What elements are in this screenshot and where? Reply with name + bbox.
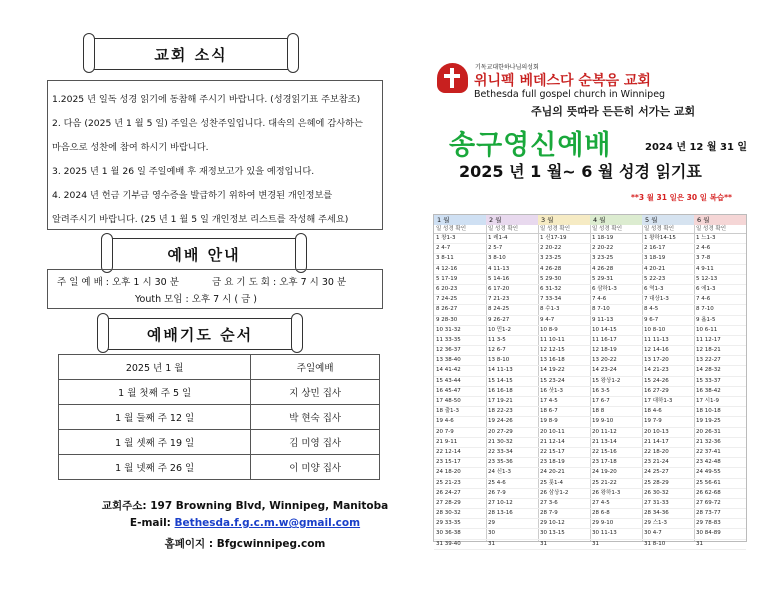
reading-day-row: 12 6-7 [486,346,538,356]
reading-day-row: 1 레1-4 [486,234,538,244]
service-title-banner [108,238,300,270]
reading-day-row: 11 33-35 [434,336,486,346]
reading-day-row: 11 11-13 [642,336,694,346]
prayer-header-service: 주일예배 [251,355,380,380]
reading-day-row: 10 31-32 [434,326,486,336]
prayer-header-date: 2025 년 1 월 [59,355,251,380]
reading-day-row: 8 7-10 [590,305,642,315]
reading-day-row: 15 24-26 [642,377,694,387]
reading-day-row: 3 23-25 [590,254,642,264]
reading-day-row: 1 창1-3 [434,234,486,244]
reading-day-row: 22 15-16 [590,448,642,458]
service-sunday: 주 일 예 배 : 오후 1 시 30 분 [57,277,179,288]
reading-day-row: 26 왕하1-3 [590,489,642,499]
reading-day-row: 24 19-20 [590,468,642,478]
reading-month-label: 3 월 [538,215,590,225]
reading-day-row: 6 삼하1-3 [590,285,642,295]
reading-day-row: 5 22-23 [642,275,694,285]
reading-day-row: 23 35-36 [486,458,538,468]
reading-day-row: 26 24-27 [434,489,486,499]
reading-sub-header: 일 성경 확인 [434,225,486,234]
reading-day-row: 4 12-16 [434,265,486,275]
reading-day-row: 27 4-5 [590,499,642,509]
prayer-title: 예배기도 순서 [146,325,254,344]
reading-day-row: 14 41-42 [434,366,486,376]
reading-month-column [694,215,746,547]
reading-day-row: 31 39-40 [434,540,486,550]
reading-day-row: 16 삿1-3 [538,387,590,397]
news-line-6: 알려주시기 바랍니다. (25 년 1 월 5 일 개인정보 리스트를 작성해 주세요) [52,214,349,225]
news-line-3: 마음으로 성찬에 참여 하시기 바랍니다. [52,142,209,153]
reading-day-row: 14 28-32 [694,366,746,376]
reading-day-row: 27 31-33 [642,499,694,509]
reading-day-row: 1 신17-19 [538,234,590,244]
reading-day-row: 7 24-25 [434,295,486,305]
reading-day-row: 2 4-6 [694,244,746,254]
reading-day-row: 5 29-31 [590,275,642,285]
reading-day-row: 6 20-23 [434,285,486,295]
reading-day-row: 10 14-15 [590,326,642,336]
reading-day-row: 9 26-27 [486,316,538,326]
reading-note: **3 월 31 일은 30 일 복습** [631,193,732,202]
reading-day-row: 25 28-29 [642,479,694,489]
reading-month-column [538,215,591,547]
table-row [59,380,380,405]
reading-day-row: 6 31-32 [538,285,590,295]
reading-day-row: 21 14-17 [642,438,694,448]
reading-day-row: 15 33-37 [694,377,746,387]
reading-day-row: 27 69-72 [694,499,746,509]
reading-day-row: 5 12-13 [694,275,746,285]
email-line [80,517,410,529]
reading-day-row: 14 19-22 [538,366,590,376]
prayer-date: 1 월 첫째 주 5 일 [59,380,251,405]
reading-day-row: 11 10-11 [538,336,590,346]
reading-day-row: 22 12-14 [434,448,486,458]
reading-day-row: 4 26-28 [538,265,590,275]
reading-day-row: 28 6-8 [590,509,642,519]
reading-day-row: 8 수1-3 [538,305,590,315]
reading-day-row: 8 4-5 [642,305,694,315]
reading-day-row: 5 14-16 [486,275,538,285]
reading-day-row: 21 12-14 [538,438,590,448]
reading-day-row: 2 20-22 [590,244,642,254]
reading-table [433,214,747,547]
reading-day-row: 30 11-13 [590,529,642,539]
reading-day-row: 6 에1-3 [694,285,746,295]
reading-day-row: 4 20-21 [642,265,694,275]
reading-day-row: 6 역1-3 [642,285,694,295]
news-line-1: 1.2025 년 일독 성경 읽기에 동참해 주시기 바랍니다. (성경읽기표 주보참조) [52,94,361,105]
table-row [59,430,380,455]
reading-day-row: 30 4-7 [642,529,694,539]
reading-month-column [486,215,539,547]
reading-day-row: 25 21-22 [590,479,642,489]
table-row [59,355,380,380]
reading-day-row: 16 38-42 [694,387,746,397]
service-title: 예배 안내 [167,245,241,264]
reading-day-row: 13 22-27 [694,356,746,366]
reading-day-row: 18 6-7 [538,407,590,417]
reading-day-row: 28 7-9 [538,509,590,519]
reading-day-row: 1 느1-3 [694,234,746,244]
reading-month-label: 4 월 [590,215,642,225]
reading-day-row: 29 [486,519,538,529]
reading-day-row: 15 왕상1-2 [590,377,642,387]
reading-day-row: 14 21-23 [642,366,694,376]
reading-day-row: 25 4-6 [486,479,538,489]
reading-day-row: 27 10-12 [486,499,538,509]
reading-day-row: 9 11-13 [590,316,642,326]
reading-day-row: 20 7-9 [434,428,486,438]
reading-month-label: 6 월 [694,215,746,225]
reading-day-row: 24 25-27 [642,468,694,478]
reading-sub-header: 일 성경 확인 [538,225,590,234]
reading-day-row: 11 16-17 [590,336,642,346]
reading-day-row: 10 민1-2 [486,326,538,336]
denomination: 기독교대한하나님의성회 [475,64,539,71]
reading-day-row: 7 21-23 [486,295,538,305]
reading-day-row: 23 17-18 [590,458,642,468]
reading-day-row: 31 [486,540,538,550]
reading-day-row: 20 11-12 [590,428,642,438]
reading-day-row: 17 4-5 [538,397,590,407]
reading-month-label: 1 월 [434,215,486,225]
reading-day-row: 16 16-18 [486,387,538,397]
church-korean-name: 위니펙 베데스다 순복음 교회 [474,73,651,89]
reading-day-row: 4 9-11 [694,265,746,275]
reading-day-row: 31 [538,540,590,550]
reading-month-label: 2 월 [486,215,538,225]
reading-day-row: 14 23-24 [590,366,642,376]
prayer-leader: 지 상민 집사 [251,380,380,405]
reading-day-row: 12 36-37 [434,346,486,356]
reading-day-row: 9 28-30 [434,316,486,326]
reading-day-row: 20 10-13 [642,428,694,438]
reading-day-row: 30 13-15 [538,529,590,539]
reading-day-row: 19 7-9 [642,417,694,427]
reading-day-row: 29 10-12 [538,519,590,529]
reading-sub-header: 일 성경 확인 [694,225,746,234]
reading-day-row: 30 36-38 [434,529,486,539]
news-title: 교회 소식 [154,45,228,64]
reading-day-row: 19 8-9 [538,417,590,427]
prayer-leader: 박 현숙 집사 [251,405,380,430]
reading-day-row: 3 7-8 [694,254,746,264]
reading-day-row: 10 8-10 [642,326,694,336]
reading-day-row: 2 5-7 [486,244,538,254]
reading-day-row: 7 4-6 [590,295,642,305]
reading-day-row: 31 [590,540,642,550]
reading-day-row: 19 19-25 [694,417,746,427]
reading-day-row: 7 33-34 [538,295,590,305]
news-line-5: 4. 2024 년 헌금 기부금 영수증을 발급하기 위하여 변경된 개인정보를 [52,190,333,201]
reading-day-row: 26 삼상1-2 [538,489,590,499]
reading-day-row: 26 7-9 [486,489,538,499]
reading-day-row: 22 18-20 [642,448,694,458]
reading-day-row: 22 37-41 [694,448,746,458]
reading-day-row: 19 9-10 [590,417,642,427]
reading-day-row: 9 4-7 [538,316,590,326]
homepage: 홈페이지 : Bfgcwinnipeg.com [164,538,326,550]
reading-day-row: 9 6-7 [642,316,694,326]
church-address: 교회주소: 197 Browning Blvd, Winnipeg, Manitoba [101,500,389,512]
table-row [59,405,380,430]
reading-day-row: 21 32-36 [694,438,746,448]
reading-day-row: 21 13-14 [590,438,642,448]
reading-day-row: 7 4-6 [694,295,746,305]
prayer-leader: 김 미영 집사 [251,430,380,455]
reading-day-row: 6 17-20 [486,285,538,295]
service-name: 송구영신예배 [449,130,612,161]
reading-day-row: 29 33-35 [434,519,486,529]
reading-day-row: 24 신1-3 [486,468,538,478]
reading-day-row: 17 48-50 [434,397,486,407]
reading-day-row: 21 30-32 [486,438,538,448]
reading-day-row: 18 22-23 [486,407,538,417]
reading-title: 2025 년 1 월~ 6 월 성경 읽기표 [459,162,702,181]
prayer-date: 1 월 넷째 주 26 일 [59,455,251,480]
reading-day-row: 31 8-10 [642,540,694,550]
reading-day-row: 25 21-23 [434,479,486,489]
reading-day-row: 19 4-6 [434,417,486,427]
reading-day-row: 29 78-83 [694,519,746,529]
reading-day-row: 20 27-29 [486,428,538,438]
reading-day-row: 2 20-22 [538,244,590,254]
reading-day-row: 11 3-5 [486,336,538,346]
reading-day-row: 20 26-31 [694,428,746,438]
reading-day-row: 18 출1-3 [434,407,486,417]
reading-day-row: 8 26-27 [434,305,486,315]
reading-day-row: 4 26-28 [590,265,642,275]
reading-day-row: 10 8-9 [538,326,590,336]
reading-day-row: 28 73-77 [694,509,746,519]
reading-day-row: 27 3-6 [538,499,590,509]
email-label: E-mail: [129,517,175,529]
service-youth: Youth 모임 : 오후 7 시 ( 금 ) [135,294,257,305]
reading-month-column [434,215,487,547]
reading-day-row: 13 17-20 [642,356,694,366]
reading-day-row: 23 21-24 [642,458,694,468]
prayer-leader: 이 미양 집사 [251,455,380,480]
prayer-date: 1 월 셋째 주 19 일 [59,430,251,455]
reading-day-row: 19 24-26 [486,417,538,427]
reading-day-row: 26 30-32 [642,489,694,499]
reading-month-column [642,215,695,547]
reading-day-row: 17 19-21 [486,397,538,407]
prayer-title-banner [104,318,296,350]
reading-day-row: 3 8-10 [486,254,538,264]
reading-day-row: 2 16-17 [642,244,694,254]
reading-day-row: 30 [486,529,538,539]
reading-day-row: 13 20-22 [590,356,642,366]
reading-day-row: 24 18-20 [434,468,486,478]
reading-day-row: 24 20-21 [538,468,590,478]
reading-day-row: 5 17-19 [434,275,486,285]
prayer-table [58,354,380,480]
reading-month-column [590,215,643,547]
church-english-name: Bethesda full gospel church in Winnipeg [474,89,666,100]
reading-day-row: 24 49-55 [694,468,746,478]
reading-day-row: 16 45-47 [434,387,486,397]
reading-day-row: 22 15-17 [538,448,590,458]
church-motto: 주님의 뜻따라 든든히 서가는 교회 [531,105,696,118]
reading-day-row: 17 대하1-3 [642,397,694,407]
reading-day-row: 15 23-24 [538,377,590,387]
reading-day-row: 11 12-17 [694,336,746,346]
reading-day-row: 28 30-32 [434,509,486,519]
reading-day-row: 1 왕하14-15 [642,234,694,244]
reading-day-row: 23 18-19 [538,458,590,468]
email-link[interactable]: Bethesda.f.g.c.m.w@gmail.com [174,517,361,529]
reading-day-row: 12 18-21 [694,346,746,356]
church-logo-icon [437,63,468,93]
reading-day-row: 7 대상1-3 [642,295,694,305]
reading-day-row: 8 7-10 [694,305,746,315]
reading-day-row: 3 23-25 [538,254,590,264]
reading-day-row: 28 13-16 [486,509,538,519]
reading-day-row: 16 3-5 [590,387,642,397]
reading-day-row: 15 43-44 [434,377,486,387]
reading-day-row: 20 10-11 [538,428,590,438]
reading-day-row: 29 스1-3 [642,519,694,529]
reading-day-row: 22 33-34 [486,448,538,458]
reading-day-row: 9 욥1-5 [694,316,746,326]
reading-day-row: 30 84-89 [694,529,746,539]
reading-day-row: 25 룻1-4 [538,479,590,489]
prayer-date: 1 월 둘째 주 12 일 [59,405,251,430]
reading-day-row: 25 56-61 [694,479,746,489]
reading-day-row: 8 24-25 [486,305,538,315]
reading-day-row: 15 14-15 [486,377,538,387]
reading-sub-header: 일 성경 확인 [486,225,538,234]
reading-day-row: 23 15-17 [434,458,486,468]
reading-day-row: 10 6-11 [694,326,746,336]
reading-day-row: 5 29-30 [538,275,590,285]
news-line-2: 2. 다음 (2025 년 1 월 5 일) 주일은 성찬주일입니다. 대속의 은혜에 감사하는 [52,118,363,129]
reading-day-row: 3 18-19 [642,254,694,264]
reading-day-row: 2 4-7 [434,244,486,254]
news-title-banner [90,38,292,70]
reading-sub-header: 일 성경 확인 [642,225,694,234]
reading-day-row: 28 34-36 [642,509,694,519]
reading-day-row: 13 38-40 [434,356,486,366]
reading-day-row: 17 6-7 [590,397,642,407]
reading-day-row: 27 28-29 [434,499,486,509]
reading-day-row: 16 27-29 [642,387,694,397]
reading-day-row: 26 62-68 [694,489,746,499]
reading-day-row: 13 16-18 [538,356,590,366]
reading-day-row: 4 11-13 [486,265,538,275]
reading-day-row: 18 8 [590,407,642,417]
reading-day-row: 14 11-13 [486,366,538,376]
reading-day-row: 1 18-19 [590,234,642,244]
reading-day-row: 12 12-15 [538,346,590,356]
service-date: 2024 년 12 월 31 일 [645,142,748,153]
reading-day-row: 18 10-18 [694,407,746,417]
news-line-4: 3. 2025 년 1 월 26 일 주일예배 후 재정보고가 있을 예정입니다. [52,166,315,177]
service-friday: 금 요 기 도 회 : 오후 7 시 30 분 [212,277,347,288]
reading-day-row: 13 8-10 [486,356,538,366]
reading-day-row: 23 42-48 [694,458,746,468]
reading-month-label: 5 월 [642,215,694,225]
table-row [59,455,380,480]
reading-day-row: 18 4-6 [642,407,694,417]
reading-day-row: 12 14-16 [642,346,694,356]
reading-day-row: 3 8-11 [434,254,486,264]
reading-sub-header: 일 성경 확인 [590,225,642,234]
reading-day-row: 17 시1-9 [694,397,746,407]
reading-day-row: 31 [694,540,746,550]
reading-day-row: 29 9-10 [590,519,642,529]
reading-day-row: 21 9-11 [434,438,486,448]
reading-day-row: 12 18-19 [590,346,642,356]
